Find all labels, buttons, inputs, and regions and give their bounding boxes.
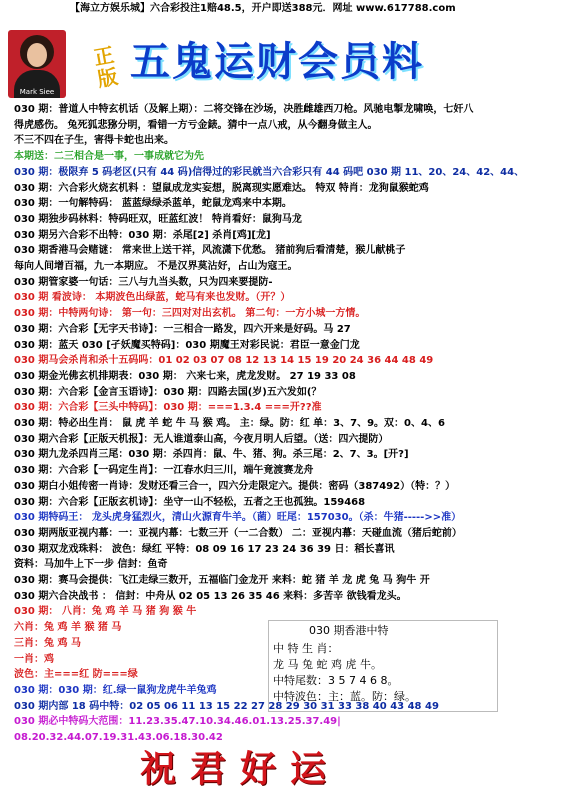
content-line: 一肖：鸡: [14, 653, 54, 665]
content-line: 三肖：兔 鸡 马: [14, 637, 81, 649]
avatar-face: [27, 43, 47, 67]
box-row-1: 中 特 生 肖：: [273, 642, 339, 655]
box-row-3: 中特尾数：3 5 7 4 6 8。: [273, 674, 399, 687]
content-line: 030 期香港马会赌谜： 常来世上送干祥，风流潇下优愁。 猪前狗后看清楚，猴儿献桃子: [14, 245, 406, 257]
content-line: 030 期两版亚视内幕：一：亚视内幕：七数三开（一二合数） 二：亚视内幕：天碰血流（猪后蛇前）: [14, 527, 462, 539]
content-line: 030 期： 八肖：兔 鸡 羊 马 猪 狗 猴 牛: [14, 606, 197, 618]
content-line: 030 期内部 18 码中特：02 05 06 11 13 15 22 27 28 29 30 31 33 38 40 43 48 49: [14, 700, 439, 712]
box-row-4: 中特波色：主：蓝。防：绿。: [273, 690, 416, 703]
footer-wish: 祝君好运: [140, 749, 341, 790]
avatar: [8, 30, 66, 98]
content-line: 030 期 看波诗： 本期波色出绿蓝，蛇马有来也发财。（开？）: [14, 292, 291, 304]
content-line: 030 期特码王： 龙头虎身猛烈火，清山火源育牛羊。（菌）旺尾：157030。（杀：牛猪----->>准）: [14, 512, 462, 524]
content-line: 资料：马加牛上下一步 信封：鱼奇: [14, 559, 168, 571]
content-line: 030 期管家婆一句话：三八与九当头数，只为四来要提防-: [14, 276, 273, 288]
content-line: 030 期：普道人中特玄机话（及解上期）：二将交锋在沙场，决胜雌雄西刀枪。风驰电掣龙啸唤，七奸八: [14, 104, 474, 115]
content-line: 030 期：极限弃 5 码老区(只有 44 码)信得过的彩民就当六合彩只有 44 码吧 030 期 11、20、24、42、44、: [14, 166, 525, 178]
page-title: 五鬼运财会员料: [130, 39, 424, 85]
zheng-version-label: 正版: [91, 42, 120, 92]
box-title: 030 期香港中特: [309, 624, 389, 637]
content-line: 030 期六合彩【正版天机报】：无人谁道泰山高，今夜月明人后望。（送：四六提防）: [14, 433, 389, 445]
content-line: 030 期另六合彩不出特：030 期：杀尾[2] 杀肖[鸡][龙]: [14, 229, 271, 241]
content-line: 030 期马会杀肖和杀十五码吗：01 02 03 07 08 12 13 14 15 19 20 24 36 44 48 49: [14, 355, 434, 367]
content-line: 不三不四在子生，害得卡蛇也出来。: [14, 135, 174, 147]
content-line: 030 期：六合彩【一码定生肖】：一江春水归三川，端午竟渡赛龙舟: [14, 465, 314, 477]
content-line: 每向人间增百福，九一本期应。 不是汉界莫沾好，占山为寇王。: [14, 261, 298, 272]
content-line: 030 期白小姐传密一肖诗：发财还看三合一，四六分走限定六。提供：密码（387492）（特：？）: [14, 480, 456, 492]
content-line: 得虎感伤。 兔死狐悲猕分明，看错一方亏金錶。猜中一点八戒，从今翻身做主人。: [14, 119, 378, 131]
hk-special-box: [268, 620, 498, 712]
content-line: 030 期：六合彩【三头中特码】：030 期：===1.3.4 ===开??准: [14, 402, 322, 414]
content-line: 030 期金光佛玄机排期表：030 期： 六来七来，虎龙发财。 27 19 33 08: [14, 370, 356, 382]
content-line: 030 期：六合彩火烧玄机料 ：望鼠成龙实妄想，脱离现实愿难达。 特双 特肖：龙狗鼠猴蛇鸡: [14, 182, 429, 194]
content-line: 030 期：一句解特码： 蓝蓝绿绿杀蓝单，蛇鼠龙鸡来中本期。: [14, 198, 292, 210]
content-line: 030 期：六合彩【正版玄机诗】：坐守一山不轻松，五者之王也孤独。159468: [14, 496, 366, 508]
box-row-2: 龙 马 兔 蛇 鸡 虎 牛。: [273, 658, 382, 671]
content-line: 030 期独步码林料：特码旺双，旺蓝红波！ 特肖看好：鼠狗马龙: [14, 213, 302, 225]
avatar-tag: Mark Siee: [19, 88, 55, 96]
content-line: 030 期：赛马会提供：飞江走绿三数开，五福临门金龙开 来料：蛇 猪 羊 龙 虎 兔 马 狗牛 开: [14, 575, 430, 586]
content-line: 030 期六合决战书 ： 信封：中舟从 02 05 13 26 35 46 来料：多苦辛 欲钱看龙头。: [14, 590, 407, 602]
content-line: 波色：主===红 防===绿: [14, 669, 138, 681]
header-strip: 【海立方娱乐城】六合彩投注1赔48.5，开户即送388元．网址 www.617788.com: [70, 3, 456, 14]
content-line: 08.20.32.44.07.19.31.43.06.18.30.42: [14, 732, 223, 743]
content-line: 030 期必中特码大范围：11.23.35.47.10.34.46.01.13.25.37.49|: [14, 716, 341, 728]
content-line: 030 期：六合彩【金言玉语诗】：030 期：四路去国(岁)五六发如(？: [14, 386, 322, 398]
content-line: 本期送：二三相合是一事，一事成就它为先: [14, 151, 204, 163]
content-line: 六肖：兔 鸡 羊 猴 猪 马: [14, 622, 122, 634]
content-line: 030 期：特必出生肖： 鼠 虎 羊 蛇 牛 马 猴 鸡。 主：绿。防：红 单：3、7、9。双：0、4、6: [14, 418, 445, 429]
content-line: 030 期：蓝天 030 [孑妖魔买特码]：030 期魔王对彩民说：君臣一意金门龙: [14, 339, 360, 351]
content-line: 030 期九龙杀四肖三尾：030 期：杀四肖：鼠、牛、猪、狗。杀三尾：2、7、3。[开?]: [14, 449, 409, 461]
content-line: 030 期：030 期：红.绿一鼠狗龙虎牛羊兔鸡: [14, 684, 217, 696]
content-line: 030 期：中特两句诗： 第一句：三四对对出玄机。 第二句：一方小城一方情。: [14, 308, 366, 320]
content-line: 030 期双龙戏珠料： 波色：绿红 平特：08 09 16 17 23 24 36 39 日：稻长喜讯: [14, 543, 395, 555]
content-line: 030 期：六合彩【无字天书诗】：一三相合一路发，四六开来是好码。马 27: [14, 323, 351, 335]
